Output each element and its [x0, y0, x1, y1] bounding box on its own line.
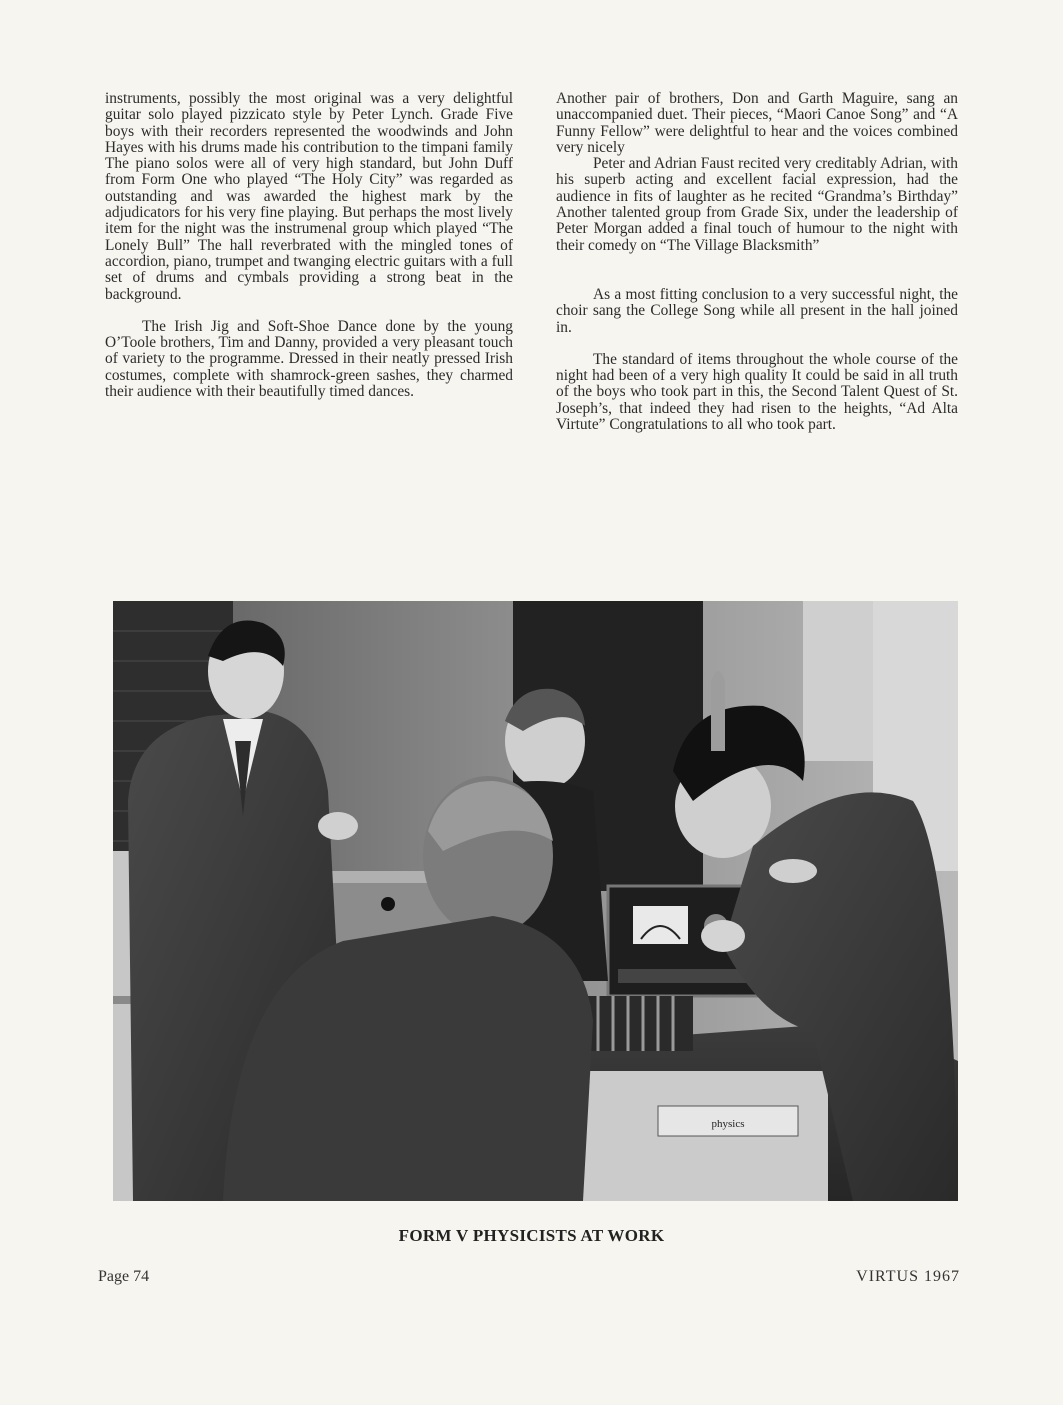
magazine-title: VIRTUS 1967: [856, 1268, 960, 1285]
left-text-column: [105, 91, 513, 416]
paragraph: The standard of items throughout the whole course of the night had been of a very high quality It could be said in all truth of the boys who took part in this, the Second Talent Quest of St. Joseph’s, that indeed they had risen to the heights, “Ad Alta Virtute” Congratulations to all who took part.: [556, 350, 958, 434]
page-number: Page 74: [98, 1268, 150, 1285]
right-text-column: [556, 91, 958, 449]
paragraph: As a most fitting conclusion to a very successful night, the choir sang the College Song while all present in the hall joined in.: [556, 285, 958, 336]
paragraph: The Irish Jig and Soft-Shoe Dance done by the young O’Toole brothers, Tim and Danny, provided a very pleasant touch of variety to the programme. Dressed in their neatly pressed Irish costumes, complete with shamrock-green sashes, they charmed their audience with their beautifully timed dances.: [105, 317, 513, 401]
photo-illustration: [113, 601, 958, 1201]
photo-caption: FORM V PHYSICISTS AT WORK: [398, 1226, 665, 1245]
paragraph: Peter and Adrian Faust recited very creditably Adrian, with his superb acting and excellent facial expression, had the audience in fits of laughter as he recited “Grandma’s Birthday” Another talented group from Grade Six, under the leadership of Peter Morgan added a final touch of humour to the night with their comedy on “The Village Blacksmith”: [556, 155, 958, 254]
drawer-label: physics: [711, 1118, 745, 1130]
paragraph: Another pair of brothers, Don and Garth Maguire, sang an unaccompanied duet. Their pieces, “Maori Canoe Song” and “A Funny Fellow” were delightful to hear and the voices combined very nicely: [556, 90, 958, 156]
photograph-physicists: [113, 601, 958, 1201]
paragraph: instruments, possibly the most original was a very delightful guitar solo played pizzicato style by Peter Lynch. Grade Five boys with their recorders represented the woodwinds and John Hayes with his drums made his contribution to the timpani family The piano solos were all of very high standard, but John Duff from Form One who played “The Holy City” was regarded as outstanding and was awarded the highest mark by the adjudicators for his very fine playing. But perhaps the most lively item for the night was the instrumenal group which played “The Lonely Bull” The hall reverbrated with the mingled tones of accordion, piano, trumpet and twanging electric guitars with a full set of drums and cymbals providing a strong beat in the background.: [105, 90, 513, 303]
